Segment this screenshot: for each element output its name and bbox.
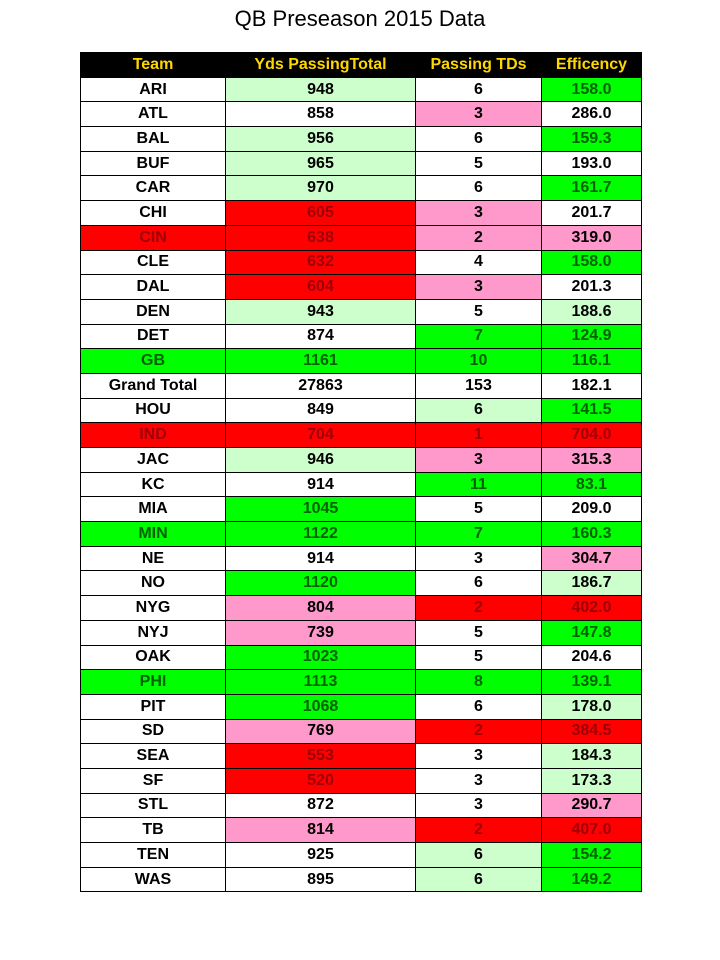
team-cell: GB — [81, 349, 226, 374]
column-header-efficency: Efficency — [542, 53, 642, 78]
efficency-cell: 182.1 — [542, 373, 642, 398]
team-cell: KC — [81, 472, 226, 497]
yds-passing-total-cell: 804 — [226, 596, 416, 621]
table-row — [81, 497, 642, 522]
yds-passing-total-cell: 1068 — [226, 694, 416, 719]
passing-tds-cell: 6 — [416, 571, 542, 596]
passing-tds-cell: 3 — [416, 201, 542, 226]
table-row — [81, 694, 642, 719]
passing-tds-cell: 3 — [416, 102, 542, 127]
yds-passing-total-cell: 1045 — [226, 497, 416, 522]
efficency-cell: 319.0 — [542, 225, 642, 250]
table-row — [81, 472, 642, 497]
table-body — [81, 77, 642, 892]
yds-passing-total-cell: 632 — [226, 250, 416, 275]
passing-tds-cell: 5 — [416, 151, 542, 176]
efficency-cell: 201.3 — [542, 275, 642, 300]
efficency-cell: 158.0 — [542, 77, 642, 102]
table-row — [81, 299, 642, 324]
passing-tds-cell: 153 — [416, 373, 542, 398]
passing-tds-cell: 6 — [416, 867, 542, 892]
passing-tds-cell: 3 — [416, 448, 542, 473]
passing-tds-cell: 5 — [416, 620, 542, 645]
table-row — [81, 596, 642, 621]
team-cell: BAL — [81, 127, 226, 152]
team-cell: SEA — [81, 744, 226, 769]
team-cell: OAK — [81, 645, 226, 670]
efficency-cell: 201.7 — [542, 201, 642, 226]
table-row — [81, 225, 642, 250]
passing-tds-cell: 6 — [416, 843, 542, 868]
passing-tds-cell: 6 — [416, 398, 542, 423]
table-row — [81, 818, 642, 843]
yds-passing-total-cell: 914 — [226, 546, 416, 571]
passing-tds-cell: 3 — [416, 793, 542, 818]
team-cell: NYG — [81, 596, 226, 621]
table-row — [81, 127, 642, 152]
efficency-cell: 149.2 — [542, 867, 642, 892]
table-row — [81, 275, 642, 300]
yds-passing-total-cell: 914 — [226, 472, 416, 497]
passing-tds-cell: 7 — [416, 522, 542, 547]
passing-tds-cell: 6 — [416, 694, 542, 719]
yds-passing-total-cell: 604 — [226, 275, 416, 300]
efficency-cell: 384.5 — [542, 719, 642, 744]
efficency-cell: 141.5 — [542, 398, 642, 423]
team-cell: WAS — [81, 867, 226, 892]
passing-tds-cell: 6 — [416, 77, 542, 102]
table-row — [81, 373, 642, 398]
efficency-cell: 160.3 — [542, 522, 642, 547]
efficency-cell: 402.0 — [542, 596, 642, 621]
team-cell: TB — [81, 818, 226, 843]
table-row — [81, 102, 642, 127]
efficency-cell: 184.3 — [542, 744, 642, 769]
efficency-cell: 116.1 — [542, 349, 642, 374]
yds-passing-total-cell: 553 — [226, 744, 416, 769]
table-row — [81, 793, 642, 818]
yds-passing-total-cell: 874 — [226, 324, 416, 349]
column-header-yds-passing-total: Yds PassingTotal — [226, 53, 416, 78]
table-row — [81, 546, 642, 571]
yds-passing-total-cell: 965 — [226, 151, 416, 176]
team-cell: Grand Total — [81, 373, 226, 398]
efficency-cell: 161.7 — [542, 176, 642, 201]
yds-passing-total-cell: 895 — [226, 867, 416, 892]
passing-tds-cell: 2 — [416, 719, 542, 744]
column-header-team: Team — [81, 53, 226, 78]
yds-passing-total-cell: 948 — [226, 77, 416, 102]
team-cell: DEN — [81, 299, 226, 324]
team-cell: NE — [81, 546, 226, 571]
efficency-cell: 83.1 — [542, 472, 642, 497]
passing-tds-cell: 3 — [416, 275, 542, 300]
team-cell: NO — [81, 571, 226, 596]
table-row — [81, 398, 642, 423]
efficency-cell: 124.9 — [542, 324, 642, 349]
efficency-cell: 315.3 — [542, 448, 642, 473]
passing-tds-cell: 5 — [416, 299, 542, 324]
efficency-cell: 158.0 — [542, 250, 642, 275]
efficency-cell: 178.0 — [542, 694, 642, 719]
yds-passing-total-cell: 769 — [226, 719, 416, 744]
team-cell: ARI — [81, 77, 226, 102]
passing-tds-cell: 2 — [416, 818, 542, 843]
table-row — [81, 448, 642, 473]
team-cell: TEN — [81, 843, 226, 868]
yds-passing-total-cell: 1161 — [226, 349, 416, 374]
yds-passing-total-cell: 739 — [226, 620, 416, 645]
team-cell: NYJ — [81, 620, 226, 645]
efficency-cell: 159.3 — [542, 127, 642, 152]
team-cell: PIT — [81, 694, 226, 719]
yds-passing-total-cell: 605 — [226, 201, 416, 226]
efficency-cell: 204.6 — [542, 645, 642, 670]
table-row — [81, 571, 642, 596]
yds-passing-total-cell: 943 — [226, 299, 416, 324]
passing-tds-cell: 7 — [416, 324, 542, 349]
table-row — [81, 522, 642, 547]
efficency-cell: 407.0 — [542, 818, 642, 843]
team-cell: CHI — [81, 201, 226, 226]
team-cell: JAC — [81, 448, 226, 473]
team-cell: SD — [81, 719, 226, 744]
table-row — [81, 250, 642, 275]
table-row — [81, 719, 642, 744]
passing-tds-cell: 10 — [416, 349, 542, 374]
table-row — [81, 744, 642, 769]
table-row — [81, 201, 642, 226]
team-cell: IND — [81, 423, 226, 448]
efficency-cell: 286.0 — [542, 102, 642, 127]
team-cell: MIN — [81, 522, 226, 547]
passing-tds-cell: 3 — [416, 546, 542, 571]
passing-tds-cell: 6 — [416, 127, 542, 152]
team-cell: SF — [81, 768, 226, 793]
passing-tds-cell: 2 — [416, 596, 542, 621]
chart-title: QB Preseason 2015 Data — [234, 6, 486, 31]
passing-tds-cell: 2 — [416, 225, 542, 250]
efficency-cell: 173.3 — [542, 768, 642, 793]
team-cell: CIN — [81, 225, 226, 250]
yds-passing-total-cell: 814 — [226, 818, 416, 843]
team-cell: ATL — [81, 102, 226, 127]
team-cell: DAL — [81, 275, 226, 300]
table-row — [81, 670, 642, 695]
team-cell: PHI — [81, 670, 226, 695]
yds-passing-total-cell: 704 — [226, 423, 416, 448]
team-cell: DET — [81, 324, 226, 349]
table-row — [81, 151, 642, 176]
passing-tds-cell: 5 — [416, 645, 542, 670]
efficency-cell: 188.6 — [542, 299, 642, 324]
yds-passing-total-cell: 520 — [226, 768, 416, 793]
yds-passing-total-cell: 27863 — [226, 373, 416, 398]
efficency-cell: 193.0 — [542, 151, 642, 176]
efficency-cell: 290.7 — [542, 793, 642, 818]
table-row — [81, 843, 642, 868]
team-cell: CLE — [81, 250, 226, 275]
team-cell: STL — [81, 793, 226, 818]
table-row — [81, 77, 642, 102]
yds-passing-total-cell: 872 — [226, 793, 416, 818]
team-cell: MIA — [81, 497, 226, 522]
table-row — [81, 324, 642, 349]
table-row — [81, 423, 642, 448]
table-row — [81, 645, 642, 670]
yds-passing-total-cell: 970 — [226, 176, 416, 201]
efficency-cell: 704.0 — [542, 423, 642, 448]
table-row — [81, 620, 642, 645]
table-row — [81, 176, 642, 201]
passing-tds-cell: 5 — [416, 497, 542, 522]
yds-passing-total-cell: 1113 — [226, 670, 416, 695]
passing-tds-cell: 1 — [416, 423, 542, 448]
qb-data-table — [80, 52, 642, 892]
yds-passing-total-cell: 858 — [226, 102, 416, 127]
team-cell: HOU — [81, 398, 226, 423]
passing-tds-cell: 3 — [416, 768, 542, 793]
passing-tds-cell: 11 — [416, 472, 542, 497]
yds-passing-total-cell: 1120 — [226, 571, 416, 596]
table-row — [81, 768, 642, 793]
yds-passing-total-cell: 1023 — [226, 645, 416, 670]
efficency-cell: 209.0 — [542, 497, 642, 522]
yds-passing-total-cell: 946 — [226, 448, 416, 473]
yds-passing-total-cell: 956 — [226, 127, 416, 152]
team-cell: CAR — [81, 176, 226, 201]
passing-tds-cell: 4 — [416, 250, 542, 275]
efficency-cell: 139.1 — [542, 670, 642, 695]
efficency-cell: 186.7 — [542, 571, 642, 596]
yds-passing-total-cell: 638 — [226, 225, 416, 250]
efficency-cell: 304.7 — [542, 546, 642, 571]
header-row — [81, 53, 642, 78]
team-cell: BUF — [81, 151, 226, 176]
passing-tds-cell: 3 — [416, 744, 542, 769]
table-row — [81, 349, 642, 374]
efficency-cell: 147.8 — [542, 620, 642, 645]
efficency-cell: 154.2 — [542, 843, 642, 868]
yds-passing-total-cell: 925 — [226, 843, 416, 868]
column-header-passing-tds: Passing TDs — [416, 53, 542, 78]
passing-tds-cell: 8 — [416, 670, 542, 695]
yds-passing-total-cell: 1122 — [226, 522, 416, 547]
yds-passing-total-cell: 849 — [226, 398, 416, 423]
table-row — [81, 867, 642, 892]
passing-tds-cell: 6 — [416, 176, 542, 201]
